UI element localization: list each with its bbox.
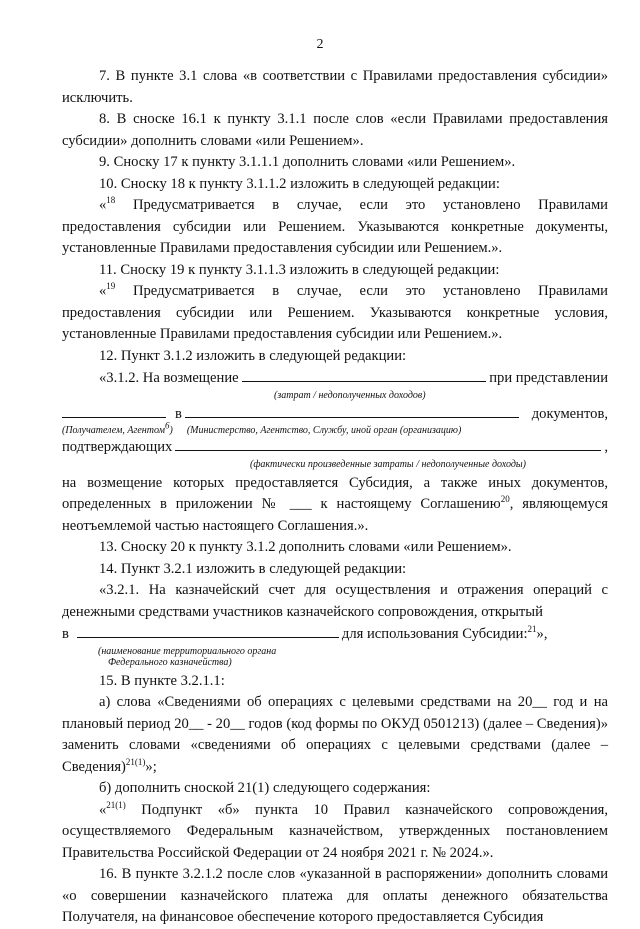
form-312-confirming: подтверждающих — [62, 439, 173, 455]
footnote-mark: 21(1) — [106, 799, 126, 810]
form-312-comma: , — [604, 439, 608, 455]
form-312-start: «3.1.2. На возмещение — [99, 370, 239, 386]
paragraph-7: 7. В пункте 3.1 слова «в соответствии с Правилами предоставления субсидии» исключить. — [62, 68, 608, 106]
form-321-in: в — [62, 626, 69, 642]
blank-ministry-field[interactable] — [185, 403, 519, 418]
paragraph-15-a: а) слова «Сведениями об операциях с целевыми средствами на 20__ год и на плановый период 20__ - 20__ годов (код формы по ОКУД 0501213) (далее – Сведения)» заменить словами «сведениями об операциях с целевыми средствами (далее – Сведения)$^{21(1)}$»; — [62, 694, 608, 775]
paragraph-15: 15. В пункте 3.2.1.1: — [99, 672, 225, 689]
footnote-18-text — [62, 195, 608, 260]
document-body — [62, 66, 608, 929]
caption-recipient: (Получателем, Агентом$^6$) — [62, 420, 173, 436]
form-321-text: «3.2.1. На казначейский счет для осуществления и отражения операций с денежными средствами участников казначейского сопровождения, открытый — [62, 582, 608, 620]
blank-treasury-body-field[interactable] — [77, 623, 339, 638]
form-312-documents: документов, — [531, 405, 608, 422]
caption-actual-costs: (фактически произведенные затраты / недополученные доходы) — [250, 458, 527, 470]
paragraph-15-b: б) дополнить сноской 21(1) следующего содержания: — [99, 780, 431, 796]
blank-confirmed-costs-field[interactable] — [175, 436, 601, 451]
caption-costs: (затрат / недополученных доходов) — [274, 389, 426, 401]
form-312-in: в — [175, 405, 182, 422]
form-312-tail: на возмещение которых предоставляется Субсидия, а также иных документов, определенных в приложении № ___ к настоящему Соглашению$^{20}$, являющемуся неотъемлемой частью настоящего Соглашения.». — [62, 474, 608, 534]
footnote-body: Предусматривается в случае, если это установлено Правилами предоставления субсидии или Решением. Указываются конкретные документы, установленные Правилами предоставления субсидии или Решением.». — [62, 197, 608, 256]
captions-recipient-ministry — [62, 420, 608, 436]
footnote-body: Подпункт «б» пункта 10 Правил казначейского сопровождения, осуществляемого Федеральным казначейством, утвержденных постановлением Правительства Российской Федерации от 24 ноября 2021 г. № 2024.». — [62, 801, 608, 861]
paragraph-14: 14. Пункт 3.2.1 изложить в следующей редакции: — [99, 560, 407, 577]
page-number: 2 — [316, 37, 324, 52]
footnote-mark: 21(1) — [125, 756, 146, 767]
paragraph-8: 8. В сноске 16.1 к пункту 3.1.1 после слов «если Правилами предоставления субсидии» дополнить словами «или Решением». — [62, 111, 608, 149]
form-321-line — [62, 623, 608, 646]
footnote-19-text — [62, 281, 608, 346]
paragraph-12: 12. Пункт 3.1.2 изложить в следующей редакции: — [99, 347, 407, 364]
paragraph-9: 9. Сноску 17 к пункту 3.1.1.1 дополнить словами «или Решением». — [99, 154, 516, 170]
blank-recipient-field[interactable] — [62, 403, 166, 418]
paragraph-10: 10. Сноску 18 к пункту 3.1.1.2 изложить в следующей редакции: — [99, 175, 500, 192]
footnote-mark: 19 — [106, 281, 116, 292]
footnote-mark: 20 — [500, 494, 510, 505]
footnote-21-1-text — [62, 800, 608, 865]
paragraph-16: 16. В пункте 3.2.1.2 после слов «указанной в распоряжении» дополнить словами «о совершении казначейского платежа для оплаты денежного обязательства Получателя, на финансовое обеспечение которого предоставляется Субсидия — [62, 866, 608, 925]
paragraph-11: 11. Сноску 19 к пункту 3.1.1.3 изложить в следующей редакции: — [99, 261, 500, 278]
form-312-line-1 — [62, 367, 608, 390]
caption-ministry: (Министерство, Агентство, Службу, иной орган (организацию) — [186, 425, 462, 436]
blank-costs-field[interactable] — [242, 367, 487, 382]
quote-open: « — [99, 197, 107, 213]
form-321-line-end: для использования Субсидии:$^{21}$», — [341, 624, 548, 642]
form-312-line-2 — [62, 403, 608, 426]
quote-open: « — [99, 283, 107, 299]
footnote-body: Предусматривается в случае, если это установлено Правилами предоставления субсидии или Решением. Указываются конкретные условия, установленные Правилами предоставления субсидии или Решением.». — [62, 283, 608, 342]
form-312-line-3 — [62, 436, 608, 459]
form-312-line1-end: при представлении — [489, 370, 608, 386]
footnote-mark: 18 — [106, 195, 116, 206]
caption-treasury-body: (наименование территориального органа Федерального казначейства) — [98, 645, 277, 668]
paragraph-13: 13. Сноску 20 к пункту 3.1.2 дополнить словами «или Решением». — [99, 539, 512, 555]
quote-open: « — [99, 801, 107, 818]
